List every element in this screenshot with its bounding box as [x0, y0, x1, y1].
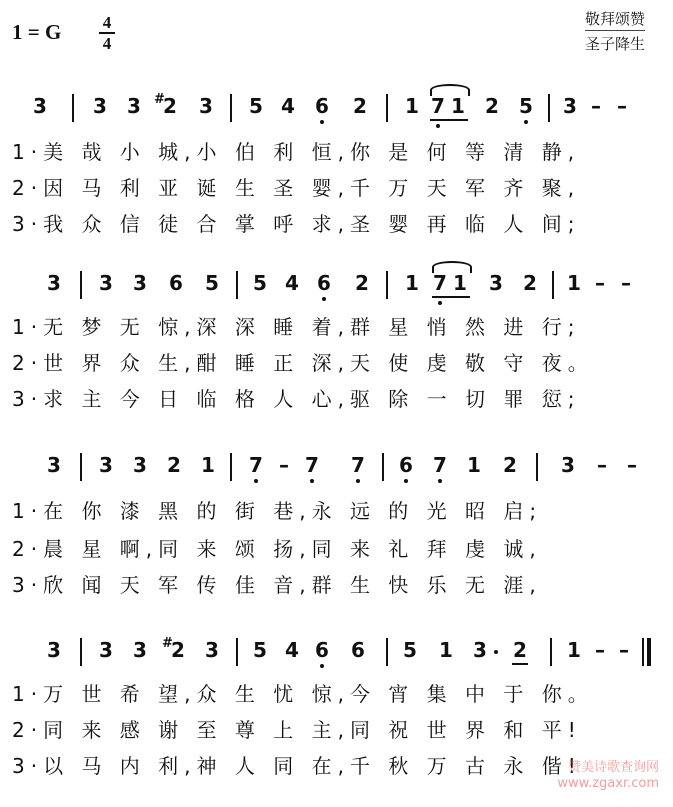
- note: 1: [567, 271, 581, 295]
- barline: [230, 94, 232, 122]
- low-dot: [320, 120, 324, 124]
- score-system-1: [0, 88, 673, 263]
- note: 2: [513, 638, 527, 662]
- note: 2: [503, 453, 517, 477]
- notation-row-4: [30, 632, 656, 672]
- duration-dot: [494, 650, 498, 654]
- key-signature: 1 = G: [12, 20, 62, 44]
- note: 3: [205, 638, 219, 662]
- final-barline-thick: [647, 638, 651, 666]
- barline: [552, 271, 554, 299]
- note: –: [597, 453, 607, 477]
- notation-row-3: [30, 447, 656, 487]
- note: 5: [403, 638, 417, 662]
- lyric-line-3: 3·欣 闻 天 军 传 佳 音,群 生 快 乐 无 涯,: [12, 573, 542, 597]
- hymn-heading: [585, 8, 645, 54]
- barline: [548, 94, 550, 122]
- note: 5: [253, 271, 267, 295]
- beam: [430, 119, 468, 121]
- note: 6: [169, 271, 183, 295]
- note: 3: [489, 271, 503, 295]
- low-dot: [438, 479, 442, 483]
- score-system-2: [0, 265, 673, 440]
- note: 2: [485, 94, 499, 118]
- note: 2: [355, 271, 369, 295]
- hymn-title: 圣子降生: [584, 35, 645, 53]
- low-dot: [436, 124, 440, 128]
- low-dot: [404, 479, 408, 483]
- score-system-3: [0, 447, 673, 622]
- note: 3: [473, 638, 487, 662]
- note: # 2: [168, 638, 188, 662]
- barline: [550, 638, 552, 666]
- final-barline-thin: [642, 638, 644, 666]
- note: –: [595, 638, 605, 662]
- watermark-line-2: www.zgaxr.com: [557, 776, 659, 791]
- barline: [382, 453, 384, 481]
- note: # 2: [160, 94, 180, 118]
- note: 4: [285, 271, 299, 295]
- note: 5: [253, 638, 267, 662]
- barline: [236, 638, 238, 666]
- note: 3: [199, 94, 213, 118]
- note: 5: [249, 94, 263, 118]
- barline: [72, 94, 74, 122]
- lyric-line-2: 2·同 来 感 谢 至 尊 上 主,同 祝 世 界 和 平!: [12, 718, 582, 742]
- note: 7: [433, 271, 447, 295]
- watermark-line-1: 赞美诗歌查询网: [567, 760, 659, 775]
- note: 4: [281, 94, 295, 118]
- note: –: [279, 453, 289, 477]
- note: 3: [47, 638, 61, 662]
- note: 3: [47, 453, 61, 477]
- lyric-line-1: 1·无 梦 无 惊,深 深 睡 着,群 星 悄 然 进 行;: [12, 315, 581, 339]
- notation-row-2: [30, 265, 656, 305]
- lyric-line-3: 3·以 马 内 利,神 人 同 在,千 秋 万 古 永 偕!: [12, 754, 582, 778]
- time-signature-top: 4: [102, 13, 112, 32]
- note: 3: [563, 94, 577, 118]
- note: 2: [353, 94, 367, 118]
- note: –: [591, 94, 601, 118]
- note: 3: [47, 271, 61, 295]
- barline: [236, 271, 238, 299]
- note: 6: [399, 453, 413, 477]
- barline: [80, 638, 82, 666]
- note: –: [619, 638, 629, 662]
- low-dot: [254, 479, 258, 483]
- note: 6: [317, 271, 331, 295]
- barline: [386, 271, 388, 299]
- note: 2: [167, 453, 181, 477]
- note: 4: [285, 638, 299, 662]
- note: 7: [351, 453, 365, 477]
- note: –: [627, 453, 637, 477]
- lyric-line-1: 1·美 哉 小 城,小 伯 利 恒,你 是 何 等 清 静,: [12, 140, 581, 164]
- sharp-icon: #: [154, 92, 165, 107]
- beam: [432, 296, 470, 298]
- note: –: [621, 271, 631, 295]
- note: 7: [433, 453, 447, 477]
- hymn-category: 敬拜颂赞: [585, 8, 645, 31]
- note: 6: [351, 638, 365, 662]
- low-dot: [322, 297, 326, 301]
- note: 3: [127, 94, 141, 118]
- low-dot: [310, 479, 314, 483]
- lyric-line-1: 1·在 你 漆 黑 的 街 巷,永 远 的 光 昭 启;: [12, 499, 543, 523]
- note: 7: [431, 94, 445, 118]
- beam: [512, 663, 528, 665]
- watermark: [557, 760, 659, 792]
- note: 1: [567, 638, 581, 662]
- note: 1: [405, 271, 419, 295]
- note: 5: [519, 94, 533, 118]
- lyric-line-3: 3·我 众 信 徒 合 掌 呼 求,圣 婴 再 临 人 间;: [12, 212, 581, 236]
- note: –: [595, 271, 605, 295]
- barline: [536, 453, 538, 481]
- sharp-icon: #: [162, 636, 173, 651]
- time-signature: [97, 14, 117, 52]
- note: 3: [133, 271, 147, 295]
- note: 1: [201, 453, 215, 477]
- note: 3: [99, 638, 113, 662]
- note: 7: [305, 453, 319, 477]
- note: 3: [33, 94, 47, 118]
- note: 1: [451, 94, 465, 118]
- low-dot: [320, 664, 324, 668]
- note: 5: [205, 271, 219, 295]
- low-dot: [438, 301, 442, 305]
- note: 3: [133, 638, 147, 662]
- note: 7: [249, 453, 263, 477]
- note: 1: [405, 94, 419, 118]
- low-dot: [524, 120, 528, 124]
- note: 3: [99, 453, 113, 477]
- barline: [80, 453, 82, 481]
- note: 3: [133, 453, 147, 477]
- barline: [230, 453, 232, 481]
- note: –: [617, 94, 627, 118]
- barline: [386, 638, 388, 666]
- lyric-line-2: 2·晨 星 啊,同 来 颂 扬,同 来 礼 拜 虔 诚,: [12, 537, 542, 561]
- note: 1: [439, 638, 453, 662]
- note: 2: [523, 271, 537, 295]
- time-signature-bottom: 4: [102, 34, 112, 53]
- note: 1: [453, 271, 467, 295]
- low-dot: [356, 479, 360, 483]
- lyric-line-2: 2·世 界 众 生,酣 睡 正 深,天 使 虔 敬 守 夜。: [12, 351, 594, 375]
- note: 3: [99, 271, 113, 295]
- lyric-line-3: 3·求 主 今 日 临 格 人 心,驱 除 一 切 罪 愆;: [12, 387, 581, 411]
- lyric-line-1: 1·万 世 希 望,众 生 忧 惊,今 宵 集 中 于 你。: [12, 682, 594, 706]
- note: 6: [315, 94, 329, 118]
- note: 3: [93, 94, 107, 118]
- note: 3: [561, 453, 575, 477]
- barline: [80, 271, 82, 299]
- note: 6: [315, 638, 329, 662]
- barline: [386, 94, 388, 122]
- notation-row-1: [30, 88, 656, 128]
- lyric-line-2: 2·因 马 利 亚 诞 生 圣 婴,千 万 天 军 齐 聚,: [12, 176, 581, 200]
- note: 1: [467, 453, 481, 477]
